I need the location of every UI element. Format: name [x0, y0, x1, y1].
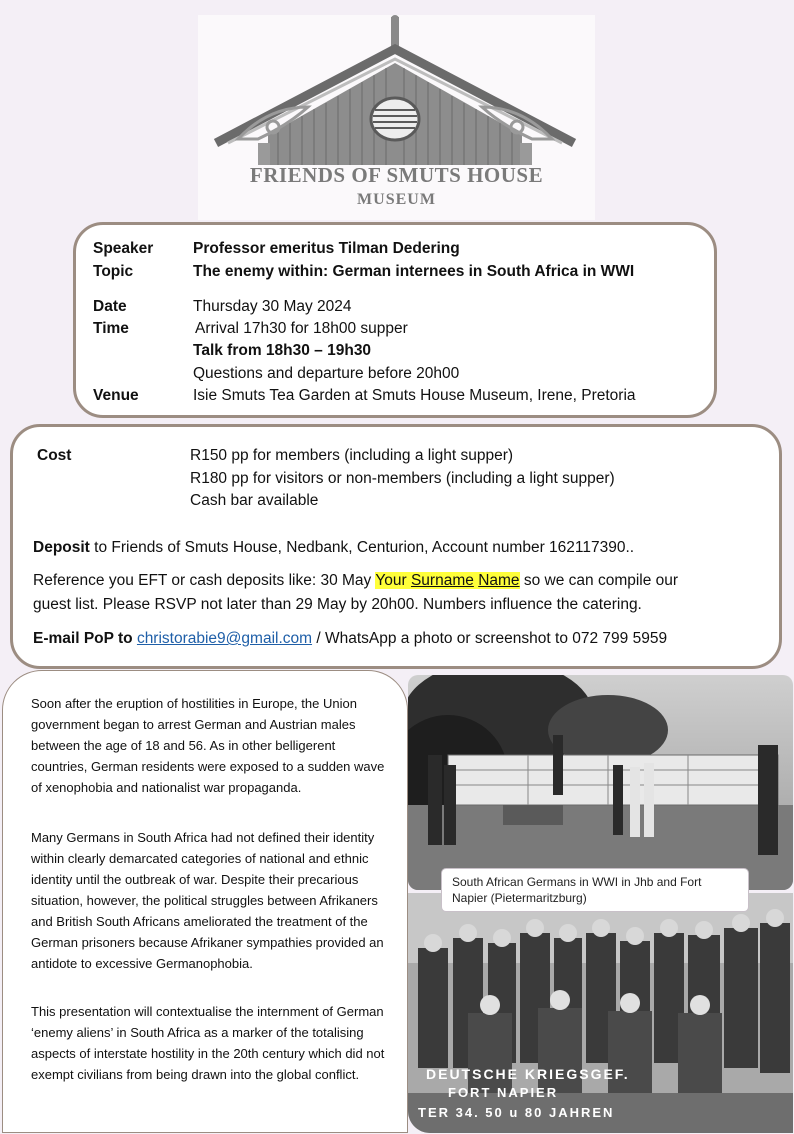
photo-group-portrait [408, 893, 793, 1133]
cost-members: R150 pp for members (including a light supper) [190, 447, 514, 464]
cost-visitors: R180 pp for visitors or non-members (including a light supper) [190, 470, 615, 487]
reference-line [33, 571, 678, 591]
venue-label: Venue [93, 387, 139, 404]
topic-value: The enemy within: German internees in South Africa in WWI [193, 263, 635, 280]
house-gable-illustration [198, 15, 595, 165]
photo-inscription-1: DEUTSCHE KRIEGSGEF. [426, 1066, 630, 1082]
email-link[interactable]: christorabie9@gmail.com [136, 630, 313, 647]
reference-your: Your [375, 572, 407, 589]
abstract-box [2, 670, 408, 1133]
email-label: E-mail PoP to [33, 630, 137, 647]
reference-pre: Reference you EFT or cash deposits like: 30 May [33, 572, 376, 589]
historic-photo-fort-napier [408, 893, 793, 1133]
abstract-paragraph-3: This presentation will contextualise the internment of German ‘enemy aliens’ in South Africa as a marker of the totalising aspects of interstate hostility in the 20th century which did not exempt civilians from being drawn into the global conflict. [31, 1004, 385, 1082]
reference-surname: Surname [410, 572, 474, 589]
abstract-paragraph-2: Many Germans in South Africa had not defined their identity within clearly demarcated categories of national and ethnic identity until the outbreak of war. Despite their precarious situation, however, the political struggles between Afrikaners and British South Africans ameliorated the treatment of the German prisoners because Afrikaner sympathies provided an antidote to excessive Germanophobia. [31, 830, 384, 971]
abstract-paragraph-1: Soon after the eruption of hostilities in Europe, the Union government began to arrest German and Austrian males between the age of 18 and 56. As in other belligerent countries, German residents were exposed to a sudden wave of xenophobia and nationalist war propaganda. [31, 696, 385, 795]
whatsapp-text: / WhatsApp a photo or screenshot to 072 799 5959 [312, 630, 668, 647]
time-label: Time [93, 320, 129, 337]
speaker-value: Professor emeritus Tilman Dedering [193, 240, 460, 257]
photo-camp-scene [408, 675, 793, 890]
time-questions: Questions and departure before 20h00 [193, 365, 460, 382]
rsvp-line: guest list. Please RSVP not later than 29 May by 20h00. Numbers influence the catering. [33, 596, 642, 613]
speaker-label: Speaker [93, 240, 154, 257]
time-talk: Talk from 18h30 – 19h30 [193, 342, 372, 359]
reference-name: Name [478, 572, 520, 589]
deposit-text: to Friends of Smuts House, Nedbank, Centurion, Account number 162117390.. [89, 539, 635, 556]
cost-box [10, 424, 782, 669]
photo-inscription-2: FORT NAPIER [448, 1085, 559, 1100]
email-line [33, 629, 667, 649]
reference-post: so we can compile our [519, 572, 679, 589]
historic-photo-johannesburg [408, 675, 793, 890]
deposit-label: Deposit [33, 539, 90, 556]
photo-caption: South African Germans in WWI in Jhb and Fort Napier (Pietermaritzburg) [441, 868, 749, 912]
logo-title: FRIENDS OF SMUTS HOUSE [249, 163, 544, 187]
topic-label: Topic [93, 263, 134, 280]
photo-inscription-3: TER 34. 50 u 80 JAHREN [418, 1105, 615, 1120]
time-arrival: Arrival 17h30 for 18h00 supper [195, 320, 408, 337]
event-details-box [73, 222, 717, 418]
logo-subtitle: MUSEUM [357, 191, 436, 208]
date-value: Thursday 30 May 2024 [193, 298, 352, 315]
cost-label: Cost [37, 447, 72, 464]
deposit-line [33, 538, 634, 558]
date-label: Date [93, 298, 127, 315]
venue-value: Isie Smuts Tea Garden at Smuts House Museum, Irene, Pretoria [193, 387, 636, 404]
cost-cash-bar: Cash bar available [190, 492, 319, 509]
museum-logo [198, 15, 595, 220]
